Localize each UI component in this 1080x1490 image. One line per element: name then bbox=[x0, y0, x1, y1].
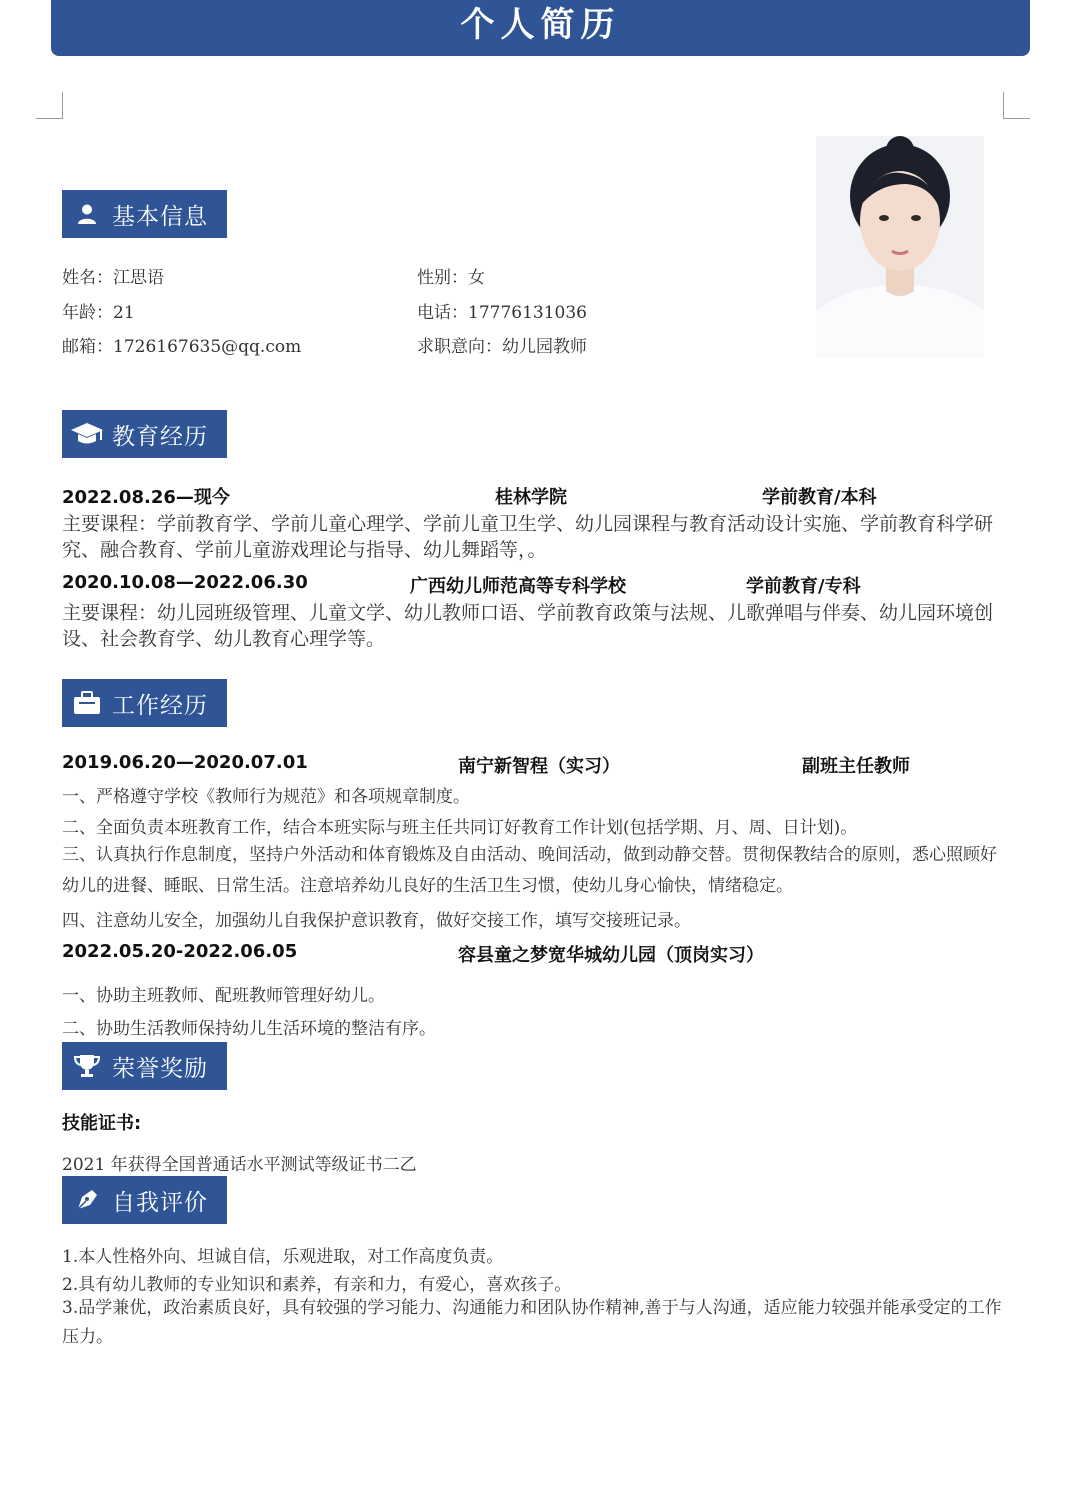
work-role: 副班主任教师 bbox=[802, 756, 910, 777]
work-duty: 一、协助主班教师、配班教师管理好幼儿。 bbox=[62, 986, 385, 1006]
section-header-education bbox=[62, 410, 227, 458]
work-org: 容县童之梦宽华城幼儿园（顶岗实习） bbox=[458, 945, 764, 966]
section-title-honors: 荣誉奖励 bbox=[112, 1055, 208, 1082]
edu-school: 广西幼儿师范高等专科学校 bbox=[410, 576, 626, 597]
graduation-cap-icon bbox=[62, 410, 112, 458]
objective-field: 求职意向：幼儿园教师 bbox=[417, 337, 587, 357]
work-duty: 四、注意幼儿安全，加强幼儿自我保护意识教育，做好交接工作，填写交接班记录。 bbox=[62, 911, 691, 931]
work-date: 2019.06.20—2020.07.01 bbox=[62, 752, 308, 773]
work-duty: 一、严格遵守学校《教师行为规范》和各项规章制度。 bbox=[62, 787, 470, 807]
edu-date: 2020.10.08—2022.06.30 bbox=[62, 572, 308, 593]
section-title-basic: 基本信息 bbox=[112, 203, 208, 230]
section-header-self bbox=[62, 1176, 227, 1224]
edu-major: 学前教育/专科 bbox=[746, 576, 861, 597]
section-header-honors bbox=[62, 1042, 227, 1090]
trophy-icon bbox=[62, 1042, 112, 1090]
briefcase-icon bbox=[62, 679, 112, 727]
corner-mark-left bbox=[36, 92, 63, 119]
pen-icon bbox=[62, 1176, 112, 1224]
section-header-work bbox=[62, 679, 227, 727]
resume-title: 个人简历 bbox=[51, 0, 1030, 56]
work-date: 2022.05.20-2022.06.05 bbox=[62, 941, 298, 962]
phone-field: 电话：17776131036 bbox=[417, 303, 587, 323]
section-title-work: 工作经历 bbox=[112, 692, 208, 719]
email-field: 邮箱：1726167635@qq.com bbox=[62, 337, 302, 357]
work-duty: 二、协助生活教师保持幼儿生活环境的整洁有序。 bbox=[62, 1019, 436, 1039]
edu-courses: 主要课程：幼儿园班级管理、儿童文学、幼儿教师口语、学前教育政策与法规、儿歌弹唱与伴奏、幼儿园环境创设、社会教育学、幼儿教育心理学等。 bbox=[62, 602, 994, 650]
profile-photo bbox=[816, 136, 984, 358]
self-evaluation-item: 2.具有幼儿教师的专业知识和素养，有亲和力，有爱心，喜欢孩子。 bbox=[62, 1275, 572, 1295]
section-header-basic bbox=[62, 190, 227, 238]
gender-field: 性别：女 bbox=[417, 268, 485, 288]
certificate-text: 2021 年获得全国普通话水平测试等级证书二乙 bbox=[62, 1155, 417, 1175]
corner-mark-right bbox=[1003, 92, 1030, 119]
edu-courses: 主要课程：学前教育学、学前儿童心理学、学前儿童卫生学、幼儿园课程与教育活动设计实施、学前教育科学研究、融合教育、学前儿童游戏理论与指导、幼儿舞蹈等，。 bbox=[62, 513, 994, 561]
self-evaluation-item: 1.本人性格外向、坦诚自信，乐观进取，对工作高度负责。 bbox=[62, 1247, 504, 1267]
age-field: 年龄：21 bbox=[62, 303, 135, 323]
section-title-education: 教育经历 bbox=[112, 423, 208, 450]
certificate-label: 技能证书: bbox=[62, 1113, 142, 1134]
edu-major: 学前教育/本科 bbox=[762, 487, 877, 508]
section-title-self: 自我评价 bbox=[112, 1189, 208, 1216]
edu-school: 桂林学院 bbox=[495, 487, 567, 508]
self-evaluation-item: 3.品学兼优，政治素质良好，具有较强的学习能力、沟通能力和团队协作精神,善于与人沟通，适应能力较强并能承受定的工作压力。 bbox=[62, 1298, 1002, 1347]
person-icon bbox=[62, 190, 112, 238]
work-duty: 三、认真执行作息制度，坚持户外活动和体育锻炼及自由活动、晚间活动，做到动静交替。贯彻保教结合的原则，悉心照顾好幼儿的进餐、睡眠、日常生活。注意培养幼儿良好的生活卫生习惯，使幼儿身心愉快，情绪稳定。 bbox=[62, 845, 997, 896]
work-duty: 二、全面负责本班教育工作，结合本班实际与班主任共同订好教育工作计划(包括学期、月、周、日计划)。 bbox=[62, 818, 858, 838]
name-field: 姓名：江思语 bbox=[62, 268, 164, 288]
work-org: 南宁新智程（实习） bbox=[458, 756, 620, 777]
edu-date: 2022.08.26—现今 bbox=[62, 487, 230, 508]
